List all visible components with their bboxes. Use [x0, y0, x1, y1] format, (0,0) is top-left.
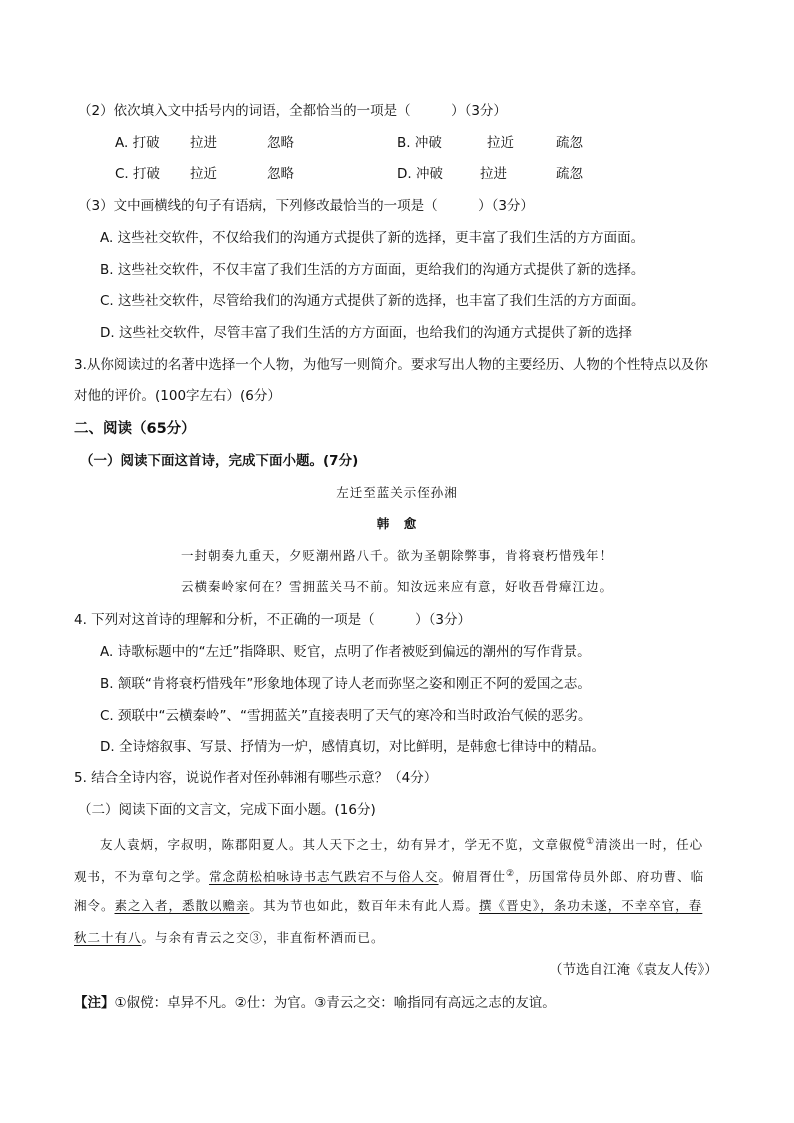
classical-text: ，历国常侍员外郎、府功曹、临: [515, 869, 705, 885]
note-label: 【注】: [74, 995, 115, 1011]
q2-option-d-word3: 疏忽: [556, 166, 583, 182]
q2-option-d-word2: 拉进: [480, 166, 507, 182]
q4-option-b: B. 颔联“肯将衰朽惜残年”形象地体现了诗人老而弥坚之姿和刚正不阿的爱国之志。: [100, 676, 591, 692]
note-text: ①俶傥：卓异不凡。②仕：为官。③青云之交：喻指同有高远之志的友谊。: [114, 995, 556, 1011]
poem-line2: 云横秦岭家何在？雪拥蓝关马不前。知汝远来应有意，好收吾骨瘴江边。: [180, 579, 613, 594]
q3main-line1: 3.从你阅读过的名著中选择一个人物，为他写一则简介。要求写出人物的主要经历、人物的个性特点以及你: [74, 357, 708, 373]
underlined-sentence: 常念荫松柏咏诗书志气跌宕不与俗人交: [209, 869, 439, 885]
q2-option-d: D. 冲破: [397, 166, 443, 182]
classical-text: 湘令。: [74, 898, 115, 913]
underlined-sentence: 秋二十有八: [74, 930, 142, 945]
classical-line3: [74, 896, 702, 916]
note: [74, 993, 556, 1013]
underlined-sentence: 素之入者，悉散以赡亲: [114, 898, 250, 913]
q2-option-c-word2: 拉近: [190, 166, 217, 182]
footnote-mark: ②: [506, 869, 516, 879]
q2-option-b-word2: 拉近: [487, 135, 514, 151]
classical-line2: [74, 864, 704, 887]
q2-option-a: A. 打破: [115, 135, 160, 151]
q3-option-a: A. 这些社交软件，不仅给我们的沟通方式提供了新的选择，更丰富了我们生活的方方面面。: [100, 230, 645, 246]
q2-option-c: C. 打破: [115, 166, 161, 182]
q3main-line2: 对他的评价。(100字左右）(6分）: [74, 388, 281, 404]
classical-line1: [100, 832, 703, 855]
q3-option-c: C. 这些社交软件，尽管给我们的沟通方式提供了新的选择，也丰富了我们生活的方方面面。: [100, 293, 645, 309]
q4-stem: 4. 下列对这首诗的理解和分析，不正确的一项是（ ）（3分）: [74, 612, 472, 628]
q2-option-b: B. 冲破: [397, 135, 442, 151]
poem-author: 韩 愈: [376, 516, 418, 531]
q2-option-a-word2: 拉进: [190, 135, 217, 151]
q4-option-a: A. 诗歌标题中的“左迁”指降职、贬官，点明了作者被贬到偏远的潮州的写作背景。: [100, 644, 591, 660]
q3-option-b: B. 这些社交软件，不仅丰富了我们生活的方方面面，更给我们的沟通方式提供了新的选择。: [100, 262, 645, 278]
classical-text: 。与余有青云之交③，非直衔杯酒而已。: [141, 930, 385, 945]
q2-option-b-word3: 疏忽: [556, 135, 583, 151]
q2-stem: （2）依次填入文中括号内的词语，全都恰当的一项是（ ）（3分）: [78, 103, 507, 119]
poem-title: 左迁至蓝关示侄孙湘: [336, 485, 458, 500]
classical-text: 友人袁炳，字叔明，陈郡阳夏人。其人天下之士，幼有异才，学无不览，文章俶傥: [100, 837, 587, 853]
q5-stem: 5. 结合全诗内容，说说作者对侄孙韩湘有哪些示意？（4分）: [74, 770, 438, 786]
q2-option-c-word3: 忽略: [267, 166, 294, 182]
classical-text: 。俯眉胥仕: [438, 869, 507, 885]
underlined-sentence: 撰《晋史》，条功未遂，不幸卒官，春: [479, 898, 703, 913]
footnote-mark: ①: [586, 837, 596, 847]
section-title: 二、阅读（65分）: [74, 421, 196, 437]
part1-title: （一）阅读下面这首诗，完成下面小题。(7分): [80, 453, 359, 469]
source-citation: （节选自江淹《袁友人传》）: [549, 962, 718, 978]
poem-line1: 一封朝奏九重天，夕贬潮州路八千。欲为圣朝除弊事，肯将衰朽惜残年！: [180, 548, 613, 563]
q3-option-d: D. 这些社交软件，尽管丰富了我们生活的方方面面，也给我们的沟通方式提供了新的选择: [100, 325, 632, 341]
q3-stem: （3）文中画横线的句子有语病，下列修改最恰当的一项是（ ）（3分）: [78, 198, 534, 214]
classical-text: 观书，不为章句之学。: [74, 869, 210, 885]
q4-option-d: D. 全诗熔叙事、写景、抒情为一炉，感情真切，对比鲜明，是韩愈七律诗中的精品。: [100, 739, 605, 755]
classical-text: 清淡出一时，任心: [595, 837, 704, 853]
classical-text: 。其为节也如此，数百年未有此人焉。: [249, 898, 480, 913]
classical-line4: [74, 928, 385, 948]
q4-option-c: C. 颈联中“云横秦岭”、“雪拥蓝关”直接表明了天气的寒冷和当时政治气候的恶劣。: [100, 708, 592, 724]
part2-title: （二）阅读下面的文言文，完成下面小题。(16分): [78, 802, 376, 818]
q2-option-a-word3: 忽略: [267, 135, 294, 151]
